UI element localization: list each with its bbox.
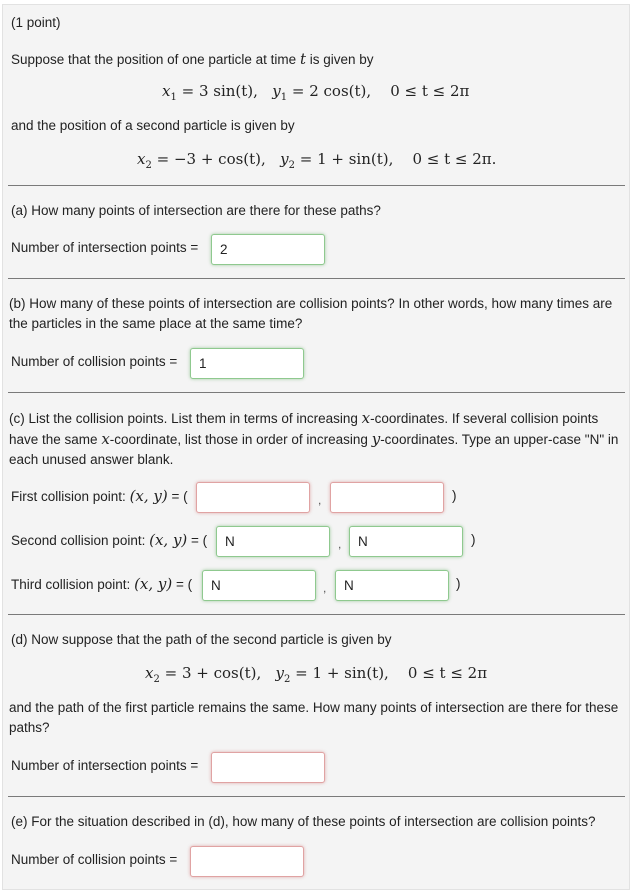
intro-line-2: and the position of a second particle is given by [11,118,295,133]
part-a-question: (a) How many points of intersection are there for these paths? [11,203,381,218]
collision-points-input[interactable]: 1 [190,348,304,379]
second-collision-x-input[interactable]: N [216,526,330,557]
comma: , [338,537,342,551]
third-collision-label: Third collision point: (x, y) = ( [11,575,193,593]
intro-line-1 [11,50,374,68]
equation-particle-2: $x_2 = -3 + \cos(t)$, $y_2 = 1 + \sin(t)$, 0 ≤ t ≤ 2π. [137,150,497,171]
part-e-label: Number of collision points = [11,852,178,867]
close-paren: ) [456,576,461,591]
first-collision-x-input[interactable] [196,482,310,513]
divider [8,392,625,393]
close-paren: ) [471,532,476,547]
part-c-question: (c) List the collision points. List them in terms of increasing x-coordinates. If several collision points have the same x-coordinate, list those in order of increasing y-coordinates. Type an upper-case "N" in each unused answer blank. [9,409,619,467]
part-a-label: Number of intersection points = [11,240,199,255]
points-label: (1 point) [11,15,61,30]
comma: , [318,493,322,507]
part-b-label: Number of collision points = [11,354,178,369]
intersection-points-input[interactable]: 2 [211,234,325,265]
intro-text: Suppose that the position of one particle at time [11,52,297,67]
first-collision-label: First collision point: (x, y) = ( [11,487,188,505]
comma: , [323,581,327,595]
divider [8,185,625,186]
part-e-question: (e) For the situation described in (d), how many of these points of intersection are collision points? [11,814,596,829]
part-d-question: (d) Now suppose that the path of the second particle is given by [11,632,392,647]
first-collision-y-input[interactable] [330,482,444,513]
divider [8,614,625,615]
divider [8,796,625,797]
third-collision-x-input[interactable]: N [202,570,316,601]
intro-text-end: is given by [309,52,374,67]
new-intersection-points-input[interactable] [211,752,325,783]
part-d-followup: and the path of the first particle remains the same. How many points of intersection are there for these paths? [9,700,619,735]
third-collision-y-input[interactable]: N [335,570,449,601]
part-d-label: Number of intersection points = [11,758,199,773]
equation-particle-1: $x_1 = 3$ sin(t), $y_1 = 2$ cos(t), 0 ≤ t ≤ 2π [162,82,470,103]
t-variable: t [299,50,306,68]
new-collision-points-input[interactable] [190,846,304,877]
second-collision-label: Second collision point: (x, y) = ( [11,531,208,549]
divider [8,278,625,279]
second-collision-y-input[interactable]: N [349,526,463,557]
close-paren: ) [452,488,457,503]
part-b-question: (b) How many of these points of intersection are collision points? In other words, how many times are the particles in the same place at the same time? [9,296,613,331]
equation-new-particle-2: $x_2 = 3 + \cos(t)$, $y_2 = 1 + \sin(t)$, 0 ≤ t ≤ 2π [145,664,488,685]
